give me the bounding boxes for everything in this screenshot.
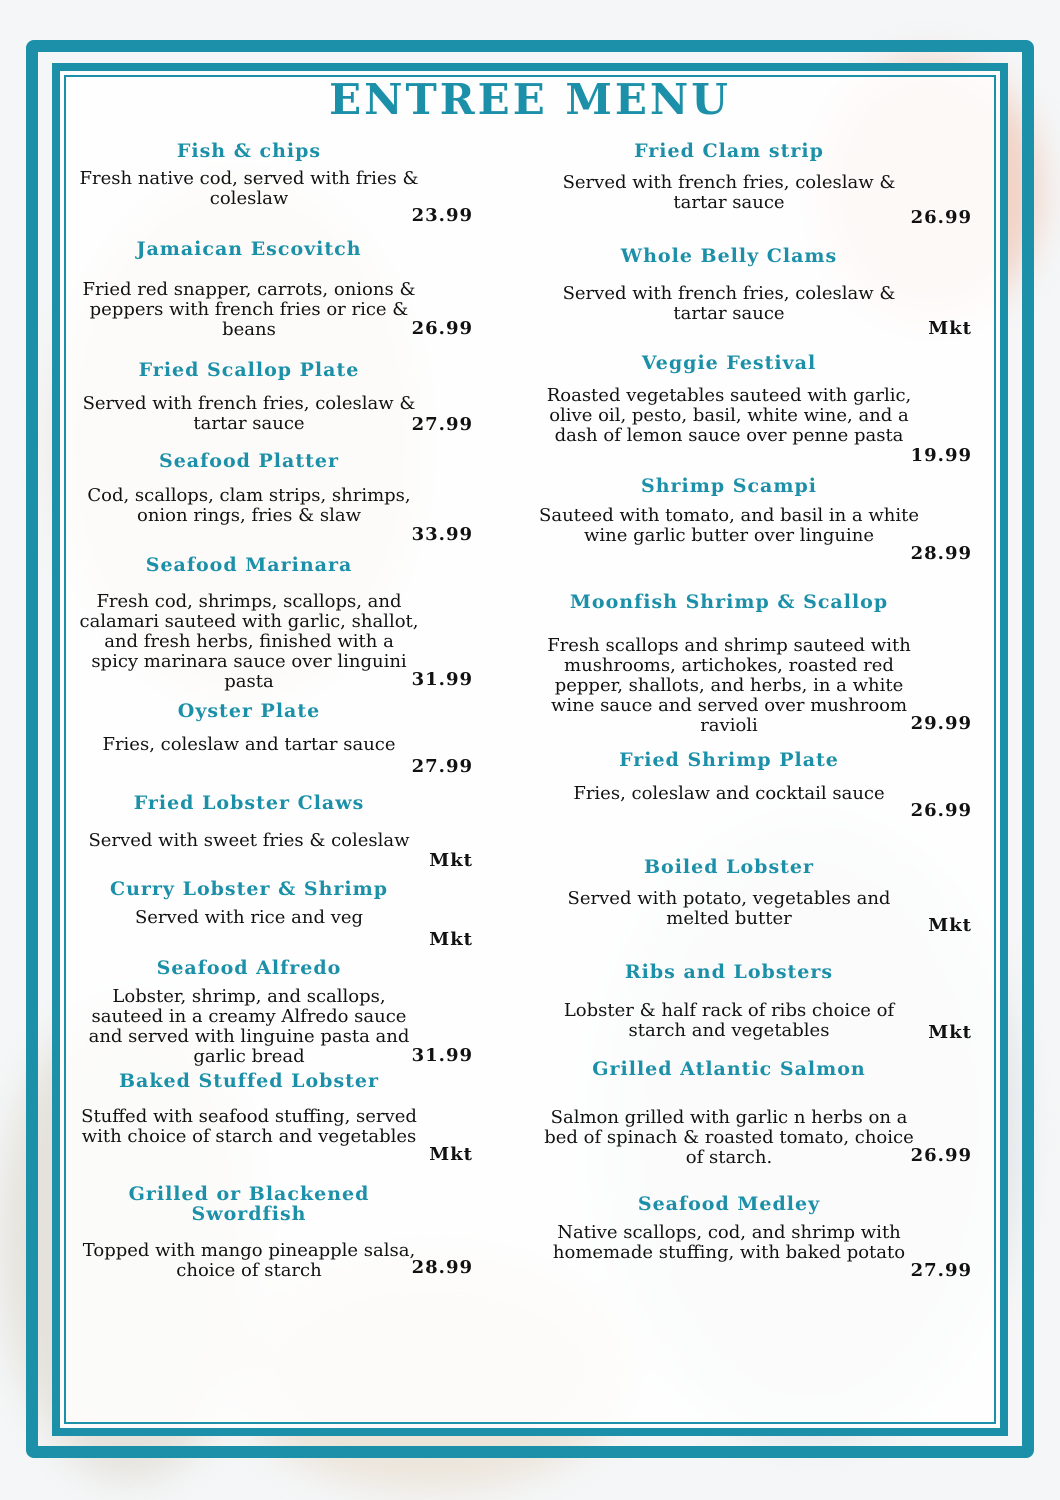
dish-price: Mkt [928,915,972,936]
dish-description: Fresh cod, shrimps, scallops, and calamari sauteed with garlic, shallot, and fresh herbs, finished with a spicy marinara sauce over linguini pasta [79,591,419,692]
dish-name: Seafood Medley [637,1193,821,1215]
dish-name: Whole Belly Clams [620,245,838,267]
dish-description: Served with sweet fries & coleslaw [88,830,410,851]
dish-price: 28.99 [910,543,972,564]
dish-description: Roasted vegetables sauteed with garlic, olive oil, pesto, basil, white wine, and a dash of lemon sauce over penne pasta [546,385,912,446]
dish-description: Served with french fries, coleslaw & tartar sauce [562,172,896,213]
dish-name: Fried Clam strip [634,140,824,162]
dish-name: Seafood Marinara [145,554,353,576]
dish-price: 31.99 [411,1045,473,1066]
dish-description: Fresh native cod, served with fries & coleslaw [79,168,419,209]
dish-price: 26.99 [910,207,972,228]
dish-name: Baked Stuffed Lobster [118,1070,380,1092]
dish-name: Curry Lobster & Shrimp [109,878,389,900]
dish-price: 27.99 [411,414,473,435]
dish-name: Seafood Platter [158,450,339,472]
dish-description: Fries, coleslaw and cocktail sauce [573,783,885,804]
dish-description: Salmon grilled with garlic n herbs on a bed of spinach & roasted tomato, choice of starch. [544,1107,914,1168]
dish-price: 26.99 [910,800,972,821]
dish-price: 23.99 [411,205,473,226]
dish-price: Mkt [928,318,972,339]
dish-price: 29.99 [910,713,972,734]
dish-description: Fried red snapper, carrots, onions & peppers with french fries or rice & beans [82,279,416,340]
dish-price: 26.99 [411,318,473,339]
menu-title: ENTREE MENU [329,75,731,124]
dish-price: Mkt [429,1144,473,1165]
dish-name: Grilled Atlantic Salmon [592,1058,866,1080]
dish-description: Served with potato, vegetables and melted butter [567,888,891,929]
dish-price: Mkt [429,929,473,950]
dish-description: Topped with mango pineapple salsa, choice of starch [82,1240,416,1281]
dish-price: 31.99 [411,669,473,690]
dish-name: Fried Shrimp Plate [619,749,839,771]
dish-price: Mkt [928,1022,972,1043]
dish-description: Lobster, shrimp, and scallops, sauteed in a creamy Alfredo sauce and served with linguine pasta and garlic bread [88,986,410,1067]
dish-name: Fish & chips [176,140,322,162]
dish-price: 33.99 [411,524,473,545]
dish-name: Fried Lobster Claws [133,792,365,814]
dish-price: 19.99 [910,445,972,466]
dish-name: Veggie Festival [641,352,817,374]
dish-description: Lobster & half rack of ribs choice of starch and vegetables [563,1000,895,1041]
dish-price: Mkt [429,850,473,871]
dish-description: Fresh scallops and shrimp sauteed with mushrooms, artichokes, roasted red pepper, shallots, and herbs, in a white wine sauce and served over mushroom ravioli [547,635,911,736]
dish-description: Served with french fries, coleslaw & tartar sauce [82,393,416,434]
dish-name: Jamaican Escovitch [136,238,362,260]
dish-name: Ribs and Lobsters [624,961,834,983]
dish-name: Fried Scallop Plate [138,359,360,381]
dish-price: 27.99 [411,756,473,777]
dish-price: 27.99 [910,1260,972,1281]
dish-description: Sauteed with tomato, and basil in a white wine garlic butter over linguine [539,505,919,546]
dish-price: 26.99 [910,1145,972,1166]
dish-description: Cod, scallops, clam strips, shrimps, onion rings, fries & slaw [87,485,411,526]
dish-price: 28.99 [411,1257,473,1278]
dish-description: Served with rice and veg [134,907,364,928]
dish-name: Grilled or Blackened Swordfish [128,1183,370,1225]
dish-description: Fries, coleslaw and tartar sauce [102,734,396,755]
dish-description: Served with french fries, coleslaw & tartar sauce [562,283,896,324]
dish-description: Stuffed with seafood stuffing, served with choice of starch and vegetables [81,1106,417,1147]
dish-name: Oyster Plate [177,700,321,722]
dish-name: Moonfish Shrimp & Scallop [569,591,889,613]
dish-name: Boiled Lobster [643,856,815,878]
dish-name: Shrimp Scampi [641,475,817,497]
dish-name: Seafood Alfredo [156,957,342,979]
dish-description: Native scallops, cod, and shrimp with homemade stuffing, with baked potato [552,1222,906,1263]
